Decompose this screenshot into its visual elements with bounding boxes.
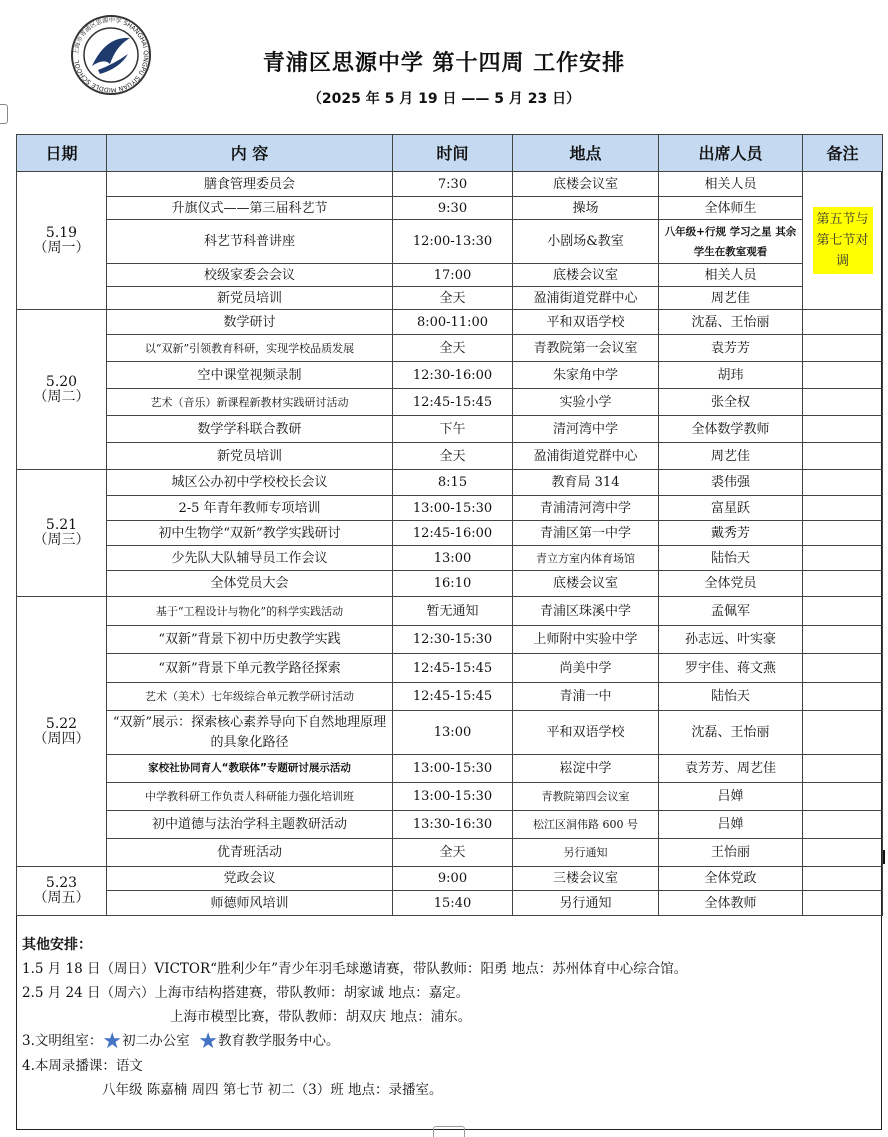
table-row: [17, 597, 883, 626]
cell-place: 青教院第一会议室: [513, 335, 659, 362]
cell-content: 2-5 年青年教师专项培训: [107, 496, 393, 521]
cell-content: 党政会议: [107, 867, 393, 891]
cell-time: 13:30-16:30: [393, 811, 513, 839]
cell-time: 下午: [393, 416, 513, 443]
day-cell: [17, 597, 107, 867]
table-row: [17, 626, 883, 654]
cell-time: 12:45-15:45: [393, 654, 513, 683]
cell-time: 13:00-15:30: [393, 783, 513, 811]
cell-place: 青立方室内体育场馆: [513, 546, 659, 571]
page-bottom-handle: [433, 1126, 465, 1137]
table-row: [17, 783, 883, 811]
cell-note: [803, 626, 883, 654]
day-date: 5.23: [45, 875, 78, 891]
day-weekday: （周四）: [33, 730, 90, 747]
cell-content: 以“双新”引领教育科研，实现学校品质发展: [107, 335, 393, 362]
office-1: 初二办公室: [122, 1033, 190, 1049]
star-icon: ★: [102, 1029, 123, 1054]
table-row: [17, 755, 883, 783]
cell-people: 裘伟强: [659, 470, 803, 496]
table-row: [17, 683, 883, 711]
cell-place: 崧淀中学: [513, 755, 659, 783]
other-arrangements: [22, 933, 877, 1102]
cell-place: 平和双语学校: [513, 711, 659, 755]
cell-people: 八年级+行规 学习之星 其余学生在教室观看: [659, 220, 803, 264]
cell-time: 13:00-15:30: [393, 496, 513, 521]
cell-content: 家校社协同育人“教联体”专题研讨展示活动: [107, 755, 393, 783]
cell-time: 12:45-15:45: [393, 683, 513, 711]
cell-place: 三楼会议室: [513, 867, 659, 891]
header-note: 备注: [803, 135, 883, 172]
page-edge-handle: [0, 104, 8, 124]
cell-note: [803, 496, 883, 521]
table-row: [17, 172, 883, 197]
cell-note: [803, 571, 883, 597]
cell-place: 操场: [513, 197, 659, 220]
cell-time: 全天: [393, 839, 513, 867]
table-row: [17, 443, 883, 470]
table-row: [17, 470, 883, 496]
cell-time: 8:15: [393, 470, 513, 496]
table-row: [17, 811, 883, 839]
other-line-2: 2.5 月 24 日（周六）上海市结构搭建赛，带队教师：胡家诚 地点：嘉定。: [22, 985, 470, 1001]
other-heading: 其他安排：: [22, 937, 92, 953]
cell-people: 周艺佳: [659, 287, 803, 310]
cell-note: [803, 416, 883, 443]
cell-content: 新党员培训: [107, 443, 393, 470]
table-row: [17, 891, 883, 916]
cell-time: 12:45-16:00: [393, 521, 513, 546]
cell-people: 沈磊、王怡丽: [659, 711, 803, 755]
cell-place: 青浦区第一中学: [513, 521, 659, 546]
day-cell: [17, 470, 107, 597]
cell-people: 相关人员: [659, 264, 803, 287]
cell-place: 清河湾中学: [513, 416, 659, 443]
table-row: [17, 287, 883, 310]
cell-people: 周艺佳: [659, 443, 803, 470]
cell-content: “双新”背景下初中历史教学实践: [107, 626, 393, 654]
cell-time: 9:00: [393, 867, 513, 891]
cell-people: 全体教师: [659, 891, 803, 916]
cell-note: [803, 597, 883, 626]
cell-time: 12:30-16:00: [393, 362, 513, 389]
cell-note: [803, 811, 883, 839]
header-people: 出席人员: [659, 135, 803, 172]
table-row: [17, 546, 883, 571]
day-cell: [17, 172, 107, 310]
cell-place: 盈浦街道党群中心: [513, 443, 659, 470]
cell-note: [803, 310, 883, 335]
table-row: [17, 496, 883, 521]
cell-time: 16:10: [393, 571, 513, 597]
cell-place: 教育局 314: [513, 470, 659, 496]
cell-content: 校级家委会会议: [107, 264, 393, 287]
cell-place: 尚美中学: [513, 654, 659, 683]
note-highlight: 第五节与第七节对调: [813, 207, 873, 274]
cell-people: 孟佩军: [659, 597, 803, 626]
day-cell: [17, 310, 107, 470]
cell-content: 空中课堂视频录制: [107, 362, 393, 389]
table-row: [17, 264, 883, 287]
cell-time: 12:45-15:45: [393, 389, 513, 416]
cell-content: 科艺节科普讲座: [107, 220, 393, 264]
cell-place: 小剧场&教室: [513, 220, 659, 264]
day-date: 5.22: [45, 715, 78, 732]
cell-people: 吕婵: [659, 783, 803, 811]
cell-content: 数学研讨: [107, 310, 393, 335]
cell-note: [803, 783, 883, 811]
cell-note: [803, 683, 883, 711]
text-cursor: [883, 850, 885, 864]
other-line-3: [22, 1029, 877, 1054]
cell-note: [803, 711, 883, 755]
cell-place: 平和双语学校: [513, 310, 659, 335]
cell-note: [803, 362, 883, 389]
cell-content: “双新”展示：探索核心素养导向下自然地理原理的具象化路径: [107, 711, 393, 755]
day-cell: [17, 867, 107, 916]
cell-place: 底楼会议室: [513, 571, 659, 597]
cell-place: 上师附中实验中学: [513, 626, 659, 654]
cell-people: 王怡丽: [659, 839, 803, 867]
cell-people: 全体师生: [659, 197, 803, 220]
cell-note: [803, 335, 883, 362]
cell-time: 13:00: [393, 711, 513, 755]
cell-content: 艺术（美术）七年级综合单元教学研讨活动: [107, 683, 393, 711]
cell-content: 基于“工程设计与物化”的科学实践活动: [107, 597, 393, 626]
header-date: 日期: [17, 135, 107, 172]
cell-people: 相关人员: [659, 172, 803, 197]
table-header-row: [17, 135, 883, 172]
cell-note: [803, 443, 883, 470]
cell-people: 全体党政: [659, 867, 803, 891]
cell-content: 少先队大队辅导员工作会议: [107, 546, 393, 571]
page-subtitle: （2025 年 5 月 19 日 —— 5 月 23 日）: [307, 91, 581, 107]
cell-content: 初中生物学“双新”教学实践研讨: [107, 521, 393, 546]
cell-time: 12:30-15:30: [393, 626, 513, 654]
table-row: [17, 310, 883, 335]
cell-place: 底楼会议室: [513, 264, 659, 287]
cell-note: [803, 755, 883, 783]
day-weekday: （周二）: [33, 388, 90, 405]
cell-content: 城区公办初中学校校长会议: [107, 470, 393, 496]
header-place: 地点: [513, 135, 659, 172]
table-row: [17, 362, 883, 389]
cell-place: 青教院第四会议室: [513, 783, 659, 811]
cell-place: 另行通知: [513, 839, 659, 867]
table-row: [17, 521, 883, 546]
cell-people: 吕婵: [659, 811, 803, 839]
header-time: 时间: [393, 135, 513, 172]
cell-place: 实验小学: [513, 389, 659, 416]
cell-time: 7:30: [393, 172, 513, 197]
cell-time: 9:30: [393, 197, 513, 220]
table-row: [17, 197, 883, 220]
cell-time: 13:00-15:30: [393, 755, 513, 783]
star-icon: ★: [198, 1029, 218, 1054]
table-row: [17, 571, 883, 597]
cell-content: 初中道德与法治学科主题教研活动: [107, 811, 393, 839]
cell-people: 全体党员: [659, 571, 803, 597]
table-row: [17, 335, 883, 362]
cell-note: [803, 654, 883, 683]
cell-place: 青浦清河湾中学: [513, 496, 659, 521]
cell-people: 张全权: [659, 389, 803, 416]
other-line-1: 1.5 月 18 日（周日）VICTOR“胜利少年”青少年羽毛球邀请赛，带队教师：阳勇 地点：苏州体育中心综合馆。: [22, 961, 688, 977]
cell-place: 青浦一中: [513, 683, 659, 711]
day-weekday: （周三）: [33, 532, 90, 548]
cell-note: [803, 891, 883, 916]
cell-place: 另行通知: [513, 891, 659, 916]
cell-time: 暂无通知: [393, 597, 513, 626]
cell-time: 17:00: [393, 264, 513, 287]
cell-people: 陆怡天: [659, 683, 803, 711]
cell-content: 优青班活动: [107, 839, 393, 867]
cell-people: 戴秀芳: [659, 521, 803, 546]
cell-content: “双新”背景下单元教学路径探索: [107, 654, 393, 683]
cell-content: 中学教科研工作负责人科研能力强化培训班: [107, 783, 393, 811]
cell-people: 袁芳芳、周艺佳: [659, 755, 803, 783]
cell-people: 罗宇佳、蒋文燕: [659, 654, 803, 683]
cell-note: [803, 546, 883, 571]
other-line-4: 4.本周录播课：语文: [22, 1058, 143, 1074]
cell-content: 升旗仪式——第三届科艺节: [107, 197, 393, 220]
table-row: [17, 839, 883, 867]
cell-note: [803, 839, 883, 867]
cell-place: 青浦区珠溪中学: [513, 597, 659, 626]
cell-time: 8:00-11:00: [393, 310, 513, 335]
schedule-table: [16, 134, 883, 916]
day-weekday: （周五）: [33, 890, 90, 906]
cell-people: 全体数学教师: [659, 416, 803, 443]
table-row: [17, 389, 883, 416]
logo-ring-text: 上海市青浦区思源中学 SHANGHAI QINGPU SIYUAN MIDDLE SCHOOL: [72, 16, 150, 94]
day-weekday: （周一）: [33, 239, 90, 256]
cell-content: 膳食管理委员会: [107, 172, 393, 197]
cell-note: [803, 867, 883, 891]
cell-people: 胡玮: [659, 362, 803, 389]
cell-time: 全天: [393, 287, 513, 310]
day-date: 5.19: [45, 224, 78, 241]
cell-place: 松江区洞伟路 600 号: [513, 811, 659, 839]
cell-place: 盈浦街道党群中心: [513, 287, 659, 310]
table-row: [17, 416, 883, 443]
cell-note: [803, 521, 883, 546]
cell-people: 富星跃: [659, 496, 803, 521]
header-content: 内 容: [107, 135, 393, 172]
page-title: 青浦区思源中学 第十四周 工作安排: [262, 51, 626, 76]
note-cell: [803, 172, 883, 310]
cell-place: 朱家角中学: [513, 362, 659, 389]
cell-time: 全天: [393, 443, 513, 470]
other-line-2b: 上海市模型比赛，带队教师：胡双庆 地点：浦东。: [170, 1009, 472, 1025]
table-row: [17, 711, 883, 755]
cell-content: 新党员培训: [107, 287, 393, 310]
cell-people: 沈磊、王怡丽: [659, 310, 803, 335]
other-line-4b: 八年级 陈嘉楠 周四 第七节 初二（3）班 地点：录播室。: [102, 1082, 443, 1098]
cell-content: 师德师风培训: [107, 891, 393, 916]
office-2: 教育教学服务中心。: [217, 1033, 340, 1049]
table-row: [17, 654, 883, 683]
day-date: 5.20: [45, 373, 78, 390]
cell-people: 陆怡天: [659, 546, 803, 571]
cell-time: 13:00: [393, 546, 513, 571]
cell-note: [803, 470, 883, 496]
cell-people: 孙志远、叶实豪: [659, 626, 803, 654]
cell-content: 艺术（音乐）新课程新教材实践研讨活动: [107, 389, 393, 416]
cell-time: 全天: [393, 335, 513, 362]
cell-note: [803, 389, 883, 416]
cell-content: 数学学科联合教研: [107, 416, 393, 443]
table-row: [17, 867, 883, 891]
table-row: [17, 220, 883, 264]
other-line-3-label: 3.文明组室：: [22, 1033, 103, 1049]
day-date: 5.21: [45, 517, 78, 533]
cell-time: 12:00-13:30: [393, 220, 513, 264]
cell-time: 15:40: [393, 891, 513, 916]
cell-content: 全体党员大会: [107, 571, 393, 597]
cell-place: 底楼会议室: [513, 172, 659, 197]
cell-people: 袁芳芳: [659, 335, 803, 362]
